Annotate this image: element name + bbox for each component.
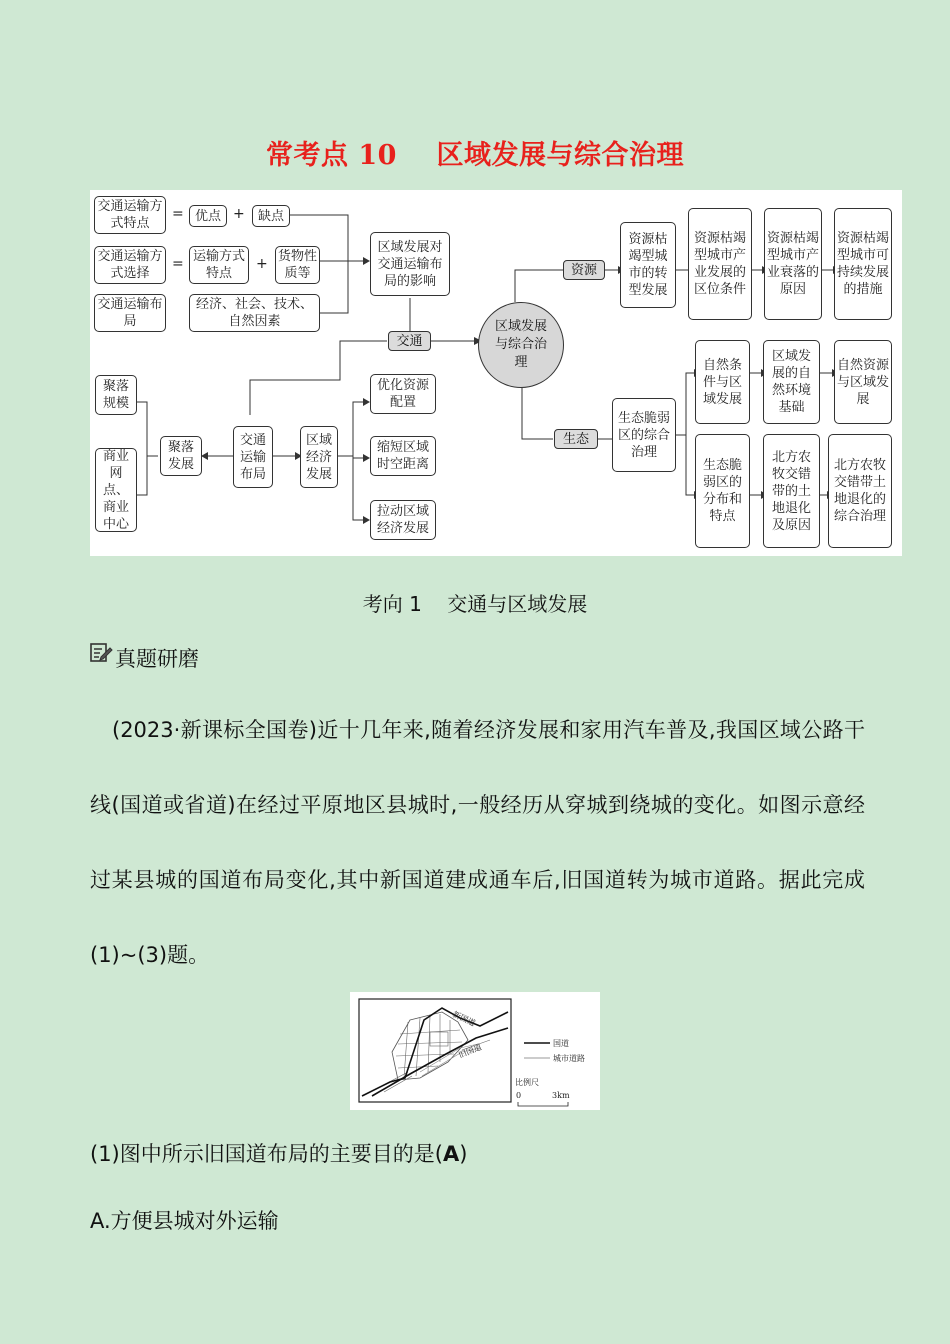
road-map-svg	[350, 992, 600, 1110]
question-1-close: )	[459, 1142, 468, 1166]
transport-layout-bottom-box: 交通运输布局	[233, 426, 273, 488]
transport-layout-box: 交通运输布局	[94, 294, 166, 332]
disadvantages-box: 缺点	[252, 205, 290, 227]
resource-tag: 资源	[563, 260, 605, 280]
concept-diagram	[90, 190, 902, 556]
question-1	[90, 1138, 467, 1168]
question-1-answer: A	[442, 1142, 460, 1166]
resource-box-3: 资源枯竭型城市产业衰落的原因	[764, 208, 822, 320]
eco-main-box: 生态脆弱区的综合治理	[612, 398, 676, 472]
advantages-box: 优点	[189, 205, 227, 227]
plus-sign: +	[233, 206, 245, 222]
legend-city-road: 城市道路	[553, 1054, 585, 1063]
ecology-tag: 生态	[554, 429, 598, 449]
transport-features-box: 运输方式特点	[189, 246, 249, 284]
edit-note-icon	[89, 640, 113, 664]
factors-box: 经济、社会、技术、自然因素	[189, 294, 320, 332]
regional-influence-box: 区域发展对交通运输布局的影响	[370, 232, 450, 296]
new-road-label: 新国道	[451, 1009, 477, 1028]
transport-tag: 交通	[388, 331, 431, 351]
regional-economy-box: 区域经济发展	[300, 426, 338, 488]
eco-top-box-3: 自然资源与区域发展	[834, 340, 892, 424]
transport-mode-choice-box: 交通运输方式选择	[94, 246, 166, 284]
equals-sign: =	[172, 206, 184, 222]
eco-top-box-2: 区域发展的自然环境基础	[763, 340, 820, 424]
plus-sign: +	[256, 256, 268, 272]
optimize-resources-box: 优化资源配置	[370, 374, 436, 414]
eco-bottom-box-2: 北方农牧交错带的土地退化及原因	[763, 434, 820, 548]
equals-sign: =	[172, 256, 184, 272]
scale-end: 3km	[552, 1091, 570, 1100]
scale-zero: 0	[516, 1091, 522, 1100]
cargo-nature-box: 货物性质等	[275, 246, 320, 284]
road-map-figure	[350, 992, 600, 1110]
scale-label: 比例尺	[515, 1078, 539, 1087]
settlement-development-box: 聚落发展	[160, 436, 202, 476]
resource-box-1: 资源枯竭型城市的转型发展	[620, 222, 676, 308]
stimulate-economy-box: 拉动区域经济发展	[370, 500, 436, 540]
option-a: A.方便县城对外运输	[90, 1209, 279, 1233]
eco-bottom-box-3: 北方农牧交错带土地退化的综合治理	[828, 434, 892, 548]
eco-bottom-box-1: 生态脆弱区的分布和特点	[695, 434, 750, 548]
question-1-text: (1)图中所示旧国道布局的主要目的是(	[90, 1142, 443, 1166]
commercial-center-box: 商业网点、商业中心	[95, 448, 137, 532]
legend-national-road: 国道	[553, 1039, 569, 1048]
center-label: 区域发展与综合治理	[494, 319, 547, 370]
page-title: 常考点 10 区域发展与综合治理	[265, 140, 685, 171]
old-road-label: 旧国道	[457, 1042, 484, 1060]
section-label: 真题研磨	[115, 647, 199, 671]
settlement-scale-box: 聚落规模	[95, 375, 137, 415]
center-circle	[478, 302, 564, 388]
resource-box-2: 资源枯竭型城市产业发展的区位条件	[688, 208, 752, 320]
shorten-distance-box: 缩短区域时空距离	[370, 436, 436, 476]
transport-mode-features-box: 交通运输方式特点	[94, 196, 166, 234]
section-subtitle: 考向 1 交通与区域发展	[362, 592, 588, 616]
resource-box-4: 资源枯竭型城市可持续发展的措施	[834, 208, 892, 320]
eco-top-box-1: 自然条件与区域发展	[695, 340, 750, 424]
question-stem: (2023·新课标全国卷)近十几年来,随着经济发展和家用汽车普及,我国区域公路干线(国道或省道)在经过平原地区县城时,一般经历从穿城到绕城的变化。如图示意经过某县城的国道布局变化,其中新国道建成通车后,旧国道转为城市道路。据此完成(1)~(3)题。	[90, 718, 865, 967]
